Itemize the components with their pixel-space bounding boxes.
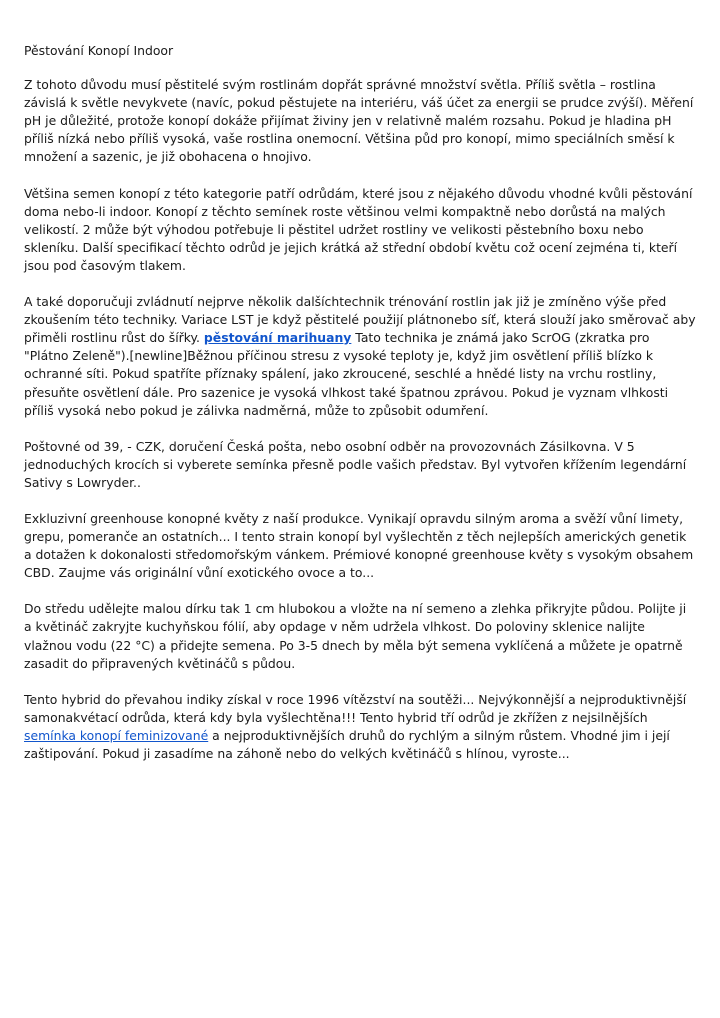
- paragraph-6: Do středu udělejte malou dírku tak 1 cm hlubokou a vložte na ní semeno a zlehka přikryjte půdou. Polijte ji a květináč zakryjte kuchyňskou fólií, aby opdage v něm udržela vlhkost. Do poloviny sklenice nalijte vlažnou vodu (22 °C) a přidejte semena. Po 3-5 dnech by měla být semena vyklíčená a můžete je opatrně zasadit do připravených květináčů s půdou.: [24, 601, 687, 671]
- paragraph-5: Exkluzivní greenhouse konopné květy z naší produkce. Vynikají opravdu silným aroma a svěží vůní limety, grepu, pomeranče an ostatních... I tento strain konopí byl vyšlechtěn z těch nejlepších amerických genetik a dotažen k dokonalosti středomořským vánkem. Prémiové konopné greenhouse květy s vysokým obsahem CBD. Zaujme vás originální vůní exotického ovoce a to...: [24, 510, 694, 581]
- paragraph-4: Poštovné od 39, - CZK, doručení Česká pošta, nebo osobní odběr na provozovnách Zásilkovna. V 5 jednoduchých krocích si vyberete semínka přesně podle vašich představ. Byl vytvořen křížením legendární Sativy s Lowryder..: [24, 438, 687, 490]
- paragraph-3-text-after: Tato technika je známá jako ScrOG (zkratka pro "Plátno Zeleně").[newline]Běžnou příčinou stresu z vysoké teploty je, když jim osvětlení příliš blízko k ochranné síti. Pokud spatříte příznaky spálení, jako zkroucené, seschlé a hnědé listy na vrchu rostliny, přesuňte osvětlení dále. Pro sazenice je vysoká vlhkost také špatnou zprávou. Pokud je vyznam vlhkosti příliš vysoká nebo pokud je zálivka nadměrná, může to způsobit odumření.: [24, 330, 669, 418]
- page-title: Pěstování Konopí Indoor: [24, 43, 174, 58]
- paragraph-3: [24, 293, 696, 420]
- paragraph-7: [24, 691, 696, 763]
- link-pestovani-marihuany[interactable]: pěstování marihuany: [203, 330, 352, 346]
- paragraph-1: Z tohoto důvodu musí pěstitelé svým rostlinám dopřát správné množství světla. Příliš světla – rostlina závislá k světle nevykvete (navíc, pokud pěstujete na interiéru, váš účet za energii se prudce zvýší). Měření pH je důležité, protože konopí dokáže přijímat živiny jen v relativně malém rozsahu. Pokud je hladina pH příliš nízká nebo příliš vysoká, vaše rostlina onemocní. Většina půd pro konopí, mimo speciálních směsí k množení a sazenic, je již obohacena o hnojivo.: [24, 77, 694, 165]
- paragraph-3-text-before: A také doporučuji zvládnutí nejprve několik dalšíchtechnik trénování rostlin jak již je zmíněno výše před zkoušením této techniky. Variace LST je když pěstitelé použijí plátnonebo síť, která slouží jako směrovač aby přiměli rostlinu růst do šířky.: [24, 294, 696, 346]
- paragraph-2: Většina semen konopí z této kategorie patří odrůdám, které jsou z nějakého důvodu vhodné kvůli pěstování doma nebo-li indoor. Konopí z těchto semínek roste většinou velmi kompaktně nebo dorůstá na malých velikostí. 2 může být výhodou potřebuje li pěstitel udržet rostliny ve velikosti pěstebního boxu nebo skleníku. Další specifikací těchto odrůd je jejich krátká až střední období květu což ocení zejména ti, kteří jsou pod časovým tlakem.: [24, 185, 693, 273]
- link-seminka-konopi-feminizovane[interactable]: semínka konopí feminizované: [24, 727, 209, 743]
- paragraph-7-text-before: Tento hybrid do převahou indiky získal v roce 1996 vítězství na soutěži... Nejvýkonnější a nejproduktivnější samonakvétací odrůda, která kdy byla vyšlechtěna!!! Tento hybrid tří odrůd je zkřížen z nejsilnějších: [24, 691, 687, 725]
- paragraph-7-text-after: a nejproduktivnějších druhů do rychlým a silným růstem. Vhodné jim i její zaštipování. Pokud ji zasadíme na záhoně nebo do velkých květináčů s hlínou, vyroste...: [24, 727, 670, 761]
